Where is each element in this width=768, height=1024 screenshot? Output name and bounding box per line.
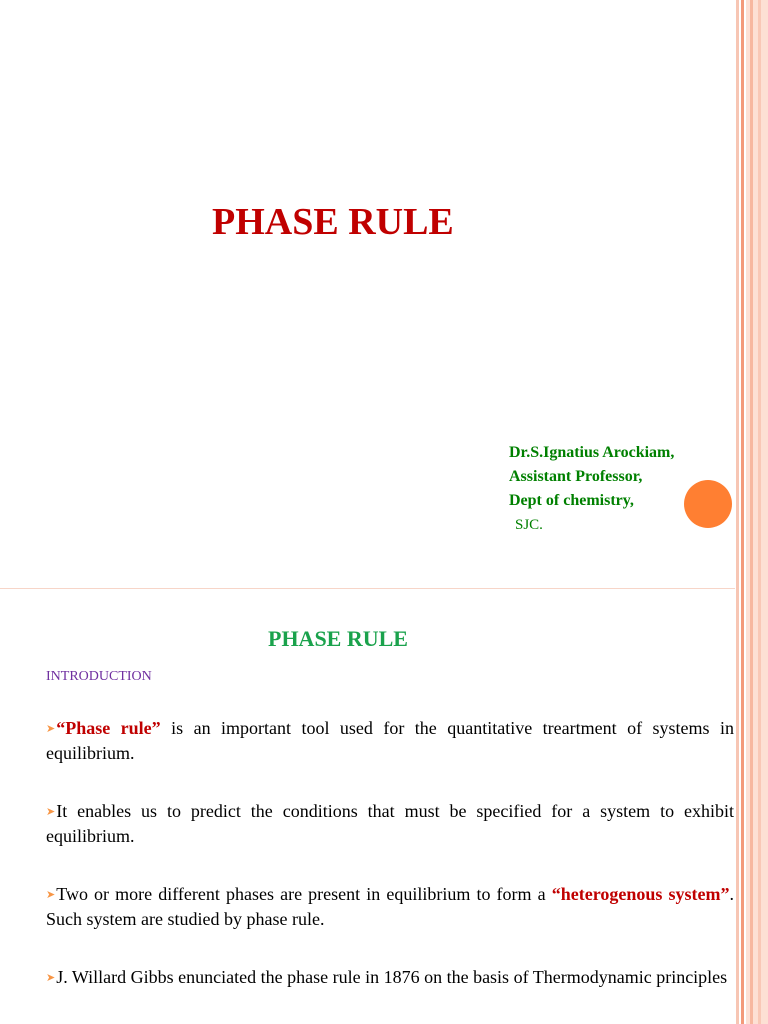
section-title: PHASE RULE (268, 626, 408, 651)
bullet-list (46, 716, 734, 1024)
slide-divider (0, 588, 735, 589)
bullet-arrow-icon: ➤ (46, 806, 56, 818)
bullet-item: ➤Two or more different phases are present in equilibrium to form a “heterogenous system”. Such system are studied by phase rule. (46, 884, 735, 929)
bullet-arrow-icon: ➤ (46, 972, 56, 984)
slide-title: PHASE RULE (212, 201, 454, 243)
author-block (509, 441, 674, 537)
author-name: Dr.S.Ignatius Arockiam, (509, 444, 675, 461)
author-institution: SJC. (515, 517, 543, 533)
bullet-arrow-icon: ➤ (46, 889, 56, 901)
bullet-arrow-icon: ➤ (46, 723, 56, 735)
intro-heading: INTRODUCTION (46, 669, 152, 684)
author-dept: Dept of chemistry, (509, 492, 634, 509)
author-position: Assistant Professor, (509, 468, 643, 485)
bullet-item: ➤It enables us to predict the conditions that must be specified for a system to exhibit equilibrium. (46, 801, 734, 846)
decorative-side-stripes (736, 0, 768, 1024)
decorative-orange-circle (684, 480, 732, 528)
bullet-item: ➤“Phase rule” is an important tool used for the quantitative treartment of systems in equilibrium. (46, 718, 734, 763)
bullet-item: ➤J. Willard Gibbs enunciated the phase rule in 1876 on the basis of Thermodynamic principles (46, 967, 728, 987)
